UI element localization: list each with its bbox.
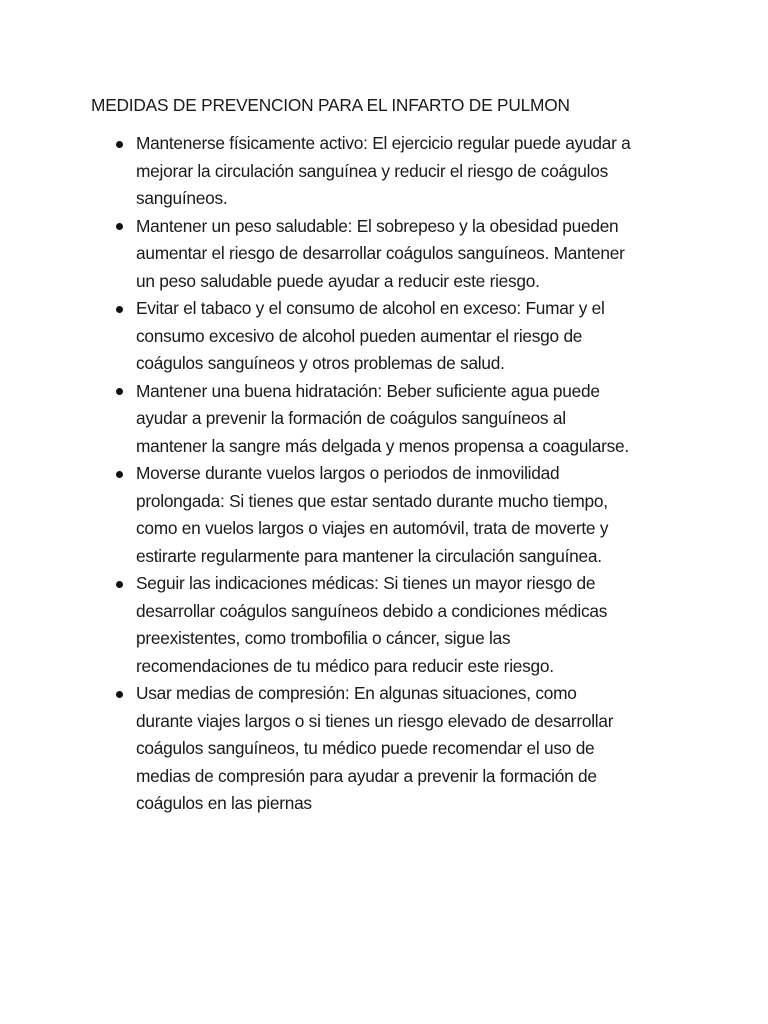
bullet-icon <box>116 471 123 478</box>
list-item-text-line: desarrollar coágulos sanguíneos debido a condiciones médicas <box>136 600 608 621</box>
bullet-icon <box>116 388 123 395</box>
list-item-text-line: Mantener un peso saludable: El sobrepeso y la obesidad pueden <box>136 215 619 236</box>
list-item <box>136 378 696 461</box>
list-item-text-line: durante viajes largos o si tienes un riesgo elevado de desarrollar <box>136 710 614 731</box>
list-item-text-line: coágulos en las piernas <box>136 793 312 813</box>
list-item-text-line: Seguir las indicaciones médicas: Si tienes un mayor riesgo de <box>136 573 596 593</box>
bullet-icon <box>116 581 123 588</box>
document-title: MEDIDAS DE PREVENCION PARA EL INFARTO DE PULMON <box>91 95 570 115</box>
bullet-icon <box>116 306 123 313</box>
list-item-text-line: Usar medias de compresión: En algunas situaciones, como <box>136 683 577 703</box>
list-item-text-line: estirarte regularmente para mantener la circulación sanguínea. <box>136 545 602 566</box>
list-item-text-line: Mantenerse físicamente activo: El ejercicio regular puede ayudar a <box>136 133 631 153</box>
list-item-text-line: recomendaciones de tu médico para reducir este riesgo. <box>136 655 554 676</box>
list-item <box>136 130 696 213</box>
list-item <box>136 460 696 570</box>
list-item <box>136 295 696 378</box>
list-item-text-line: Evitar el tabaco y el consumo de alcohol en exceso: Fumar y el <box>136 298 605 318</box>
list-item-text-line: ayudar a prevenir la formación de coágulos sanguíneos al <box>136 408 566 428</box>
list-item <box>136 570 696 680</box>
list-item-text-line: un peso saludable puede ayudar a reducir este riesgo. <box>136 270 540 291</box>
list-item-text-line: como en vuelos largos o viajes en automóvil, trata de moverte y <box>136 518 609 538</box>
list-item-text-line: preexistentes, como trombofilia o cáncer, sigue las <box>136 628 511 648</box>
list-item-text-line: consumo excesivo de alcohol pueden aumentar el riesgo de <box>136 325 583 346</box>
list-item-text-line: mantener la sangre más delgada y menos propensa a coagularse. <box>136 435 629 456</box>
list-item-text-line: mejorar la circulación sanguínea y reducir el riesgo de coágulos <box>136 160 608 181</box>
list-item-text-line: aumentar el riesgo de desarrollar coágulos sanguíneos. Mantener <box>136 243 625 263</box>
bullet-list <box>136 130 696 818</box>
list-item-text-line: coágulos sanguíneos, tu médico puede recomendar el uso de <box>136 738 595 758</box>
bullet-icon <box>116 691 123 698</box>
bullet-icon <box>116 223 123 230</box>
list-item-text-line: Mantener una buena hidratación: Beber suficiente agua puede <box>136 380 600 401</box>
list-item-text-line: Moverse durante vuelos largos o periodos de inmovilidad <box>136 463 560 483</box>
list-item <box>136 213 696 296</box>
list-item-text-line: medias de compresión para ayudar a prevenir la formación de <box>136 765 597 786</box>
list-item-text-line: sanguíneos. <box>136 188 228 208</box>
list-item-text-line: prolongada: Si tienes que estar sentado durante mucho tiempo, <box>136 490 608 511</box>
list-item <box>136 680 696 818</box>
list-item-text-line: coágulos sanguíneos y otros problemas de salud. <box>136 353 505 373</box>
bullet-icon <box>116 141 123 148</box>
